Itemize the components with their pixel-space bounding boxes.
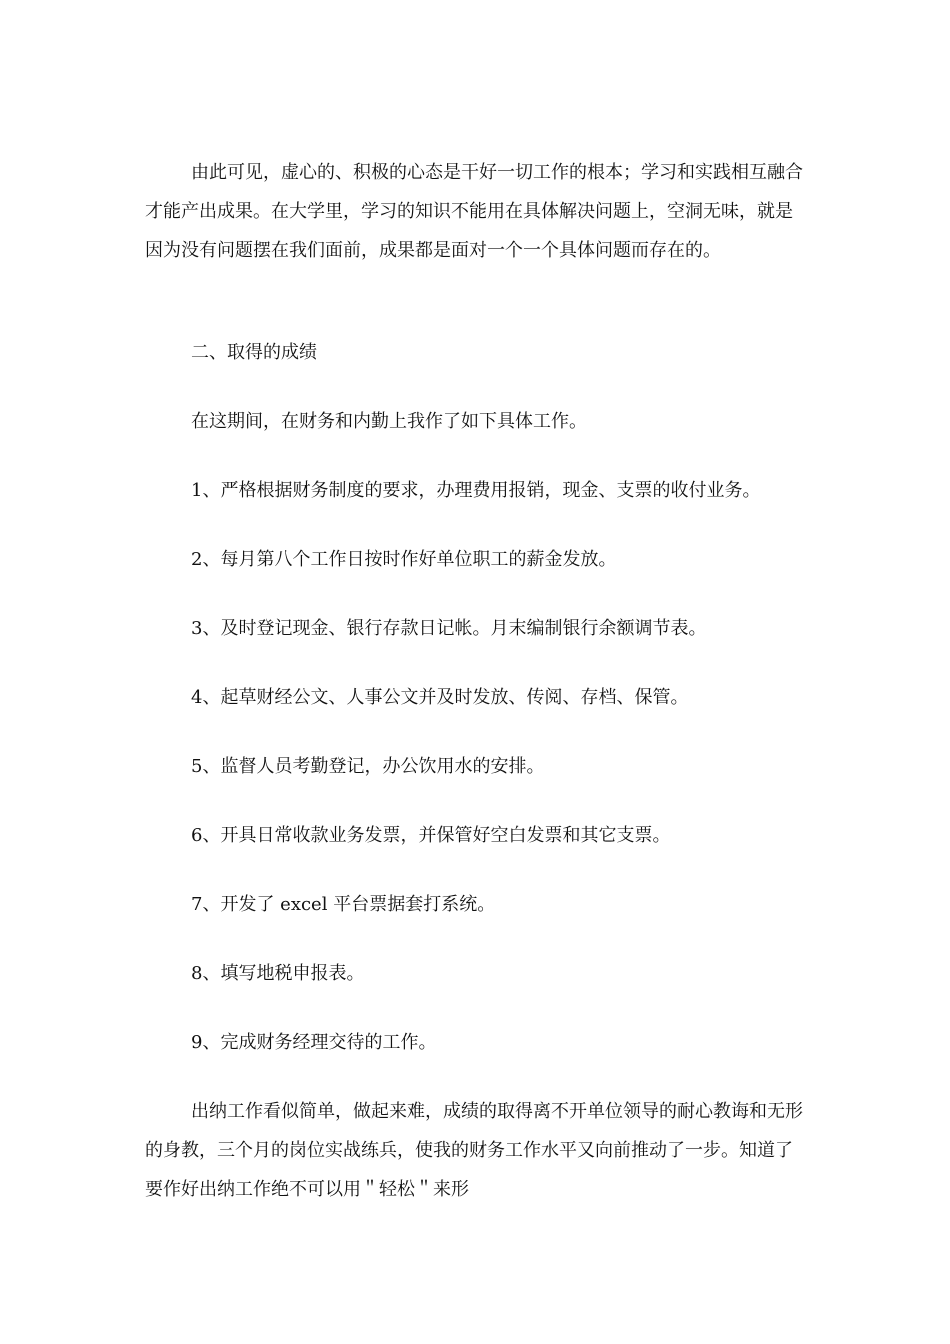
intro-paragraph-text: 由此可见，虚心的、积极的心态是干好一切工作的根本；学习和实践相互融合才能产出成果。在大学里，学习的知识不能用在具体解决问题上，空洞无味，就是因为没有问题摆在我们面前，成果都是面对一个一个具体问题而存在的。 <box>145 162 803 261</box>
list-item: 2、每月第八个工作日按时作好单位职工的薪金发放。 <box>191 549 617 570</box>
list-item: 8、填写地税申报表。 <box>191 963 365 984</box>
list-item: 4、起草财经公文、人事公文并及时发放、传阅、存档、保管。 <box>191 687 689 708</box>
lead-sentence: 在这期间，在财务和内勤上我作了如下具体工作。 <box>191 411 587 432</box>
list-item: 6、开具日常收款业务发票，并保管好空白发票和其它支票。 <box>191 825 671 846</box>
list-item: 7、开发了 excel 平台票据套打系统。 <box>191 894 496 915</box>
list-item: 3、及时登记现金、银行存款日记帐。月末编制银行余额调节表。 <box>191 618 707 639</box>
list-item: 1、严格根据财务制度的要求，办理费用报销，现金、支票的收付业务。 <box>191 480 761 501</box>
section-heading: 二、取得的成绩 <box>191 342 317 363</box>
list-item: 5、监督人员考勤登记，办公饮用水的安排。 <box>191 756 545 777</box>
closing-paragraph <box>145 1092 805 1209</box>
closing-paragraph-text: 出纳工作看似简单，做起来难，成绩的取得离不开单位领导的耐心教诲和无形的身教，三个月的岗位实战练兵，使我的财务工作水平又向前推动了一步。知道了要作好出纳工作绝不可以用＂轻松＂来形 <box>145 1101 803 1200</box>
list-item: 9、完成财务经理交待的工作。 <box>191 1032 437 1053</box>
intro-paragraph <box>145 153 805 270</box>
